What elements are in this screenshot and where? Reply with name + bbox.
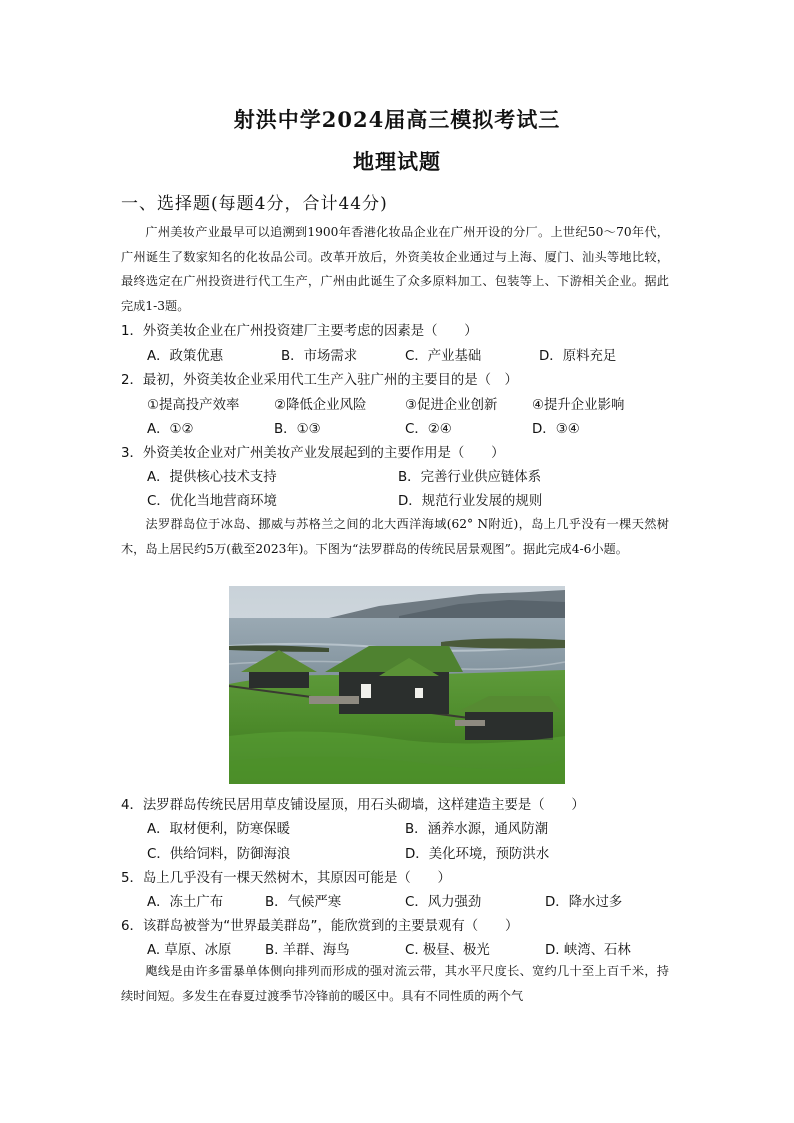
- question-6-option-b: B. 羊群、海鸟: [265, 943, 350, 958]
- question-3-option-a: A．提供核心技术支持: [147, 470, 277, 485]
- question-6-option-d: D. 峡湾、石林: [545, 943, 631, 958]
- question-2-item-3: ③促进企业创新: [405, 398, 498, 413]
- question-5-option-a: A．冻土广布: [147, 895, 224, 910]
- question-3-option-b: B．完善行业供应链体系: [398, 470, 542, 485]
- question-4-option-b: B．涵养水源，通风防潮: [405, 822, 549, 837]
- question-2-option-d: D．③④: [532, 422, 580, 437]
- question-4-option-d: D．美化环境，预防洪水: [405, 847, 550, 862]
- question-3-stem: 3．外资美妆企业对广州美妆产业发展起到的主要作用是（ ）: [121, 446, 505, 461]
- passage-1: 广州美妆产业最早可以追溯到1900年香港化妆品企业在广州开设的分厂。上世纪50～70年代，广州诞生了数家知名的化妆品公司。改革开放后，外资美妆企业通过与上海、厦门、汕头等地比较，最终选定在广州投资进行代工生产，广州由此诞生了众多原料加工、包装等上、下游相关企业。据此完成1-3题。: [121, 225, 669, 313]
- question-6-option-a: A. 草原、冰原: [147, 943, 232, 958]
- question-2-item-1: ①提高投产效率: [147, 398, 240, 413]
- question-4-option-a: A．取材便利，防寒保暖: [147, 822, 291, 837]
- question-5-option-b: B．气候严寒: [265, 895, 342, 910]
- question-6-option-c: C. 极昼、极光: [405, 943, 490, 958]
- question-2-item-2: ②降低企业风险: [274, 398, 367, 413]
- question-1-option-d: D．原料充足: [539, 349, 617, 364]
- question-2-option-a: A．①②: [147, 422, 194, 437]
- faroe-traditional-houses-photo: [229, 586, 565, 784]
- question-1-option-a: A．政策优惠: [147, 349, 224, 364]
- exam-title: 射洪中学2024届高三模拟考试三: [233, 107, 561, 132]
- question-5-option-d: D．降水过多: [545, 895, 623, 910]
- question-4-option-c: C．供给饲料，防御海浪: [147, 847, 291, 862]
- question-3-option-d: D．规范行业发展的规则: [398, 494, 543, 509]
- section-heading: 一、选择题(每题4分，合计44分): [121, 194, 388, 214]
- question-3-option-c: C．优化当地营商环境: [147, 494, 277, 509]
- question-2-item-4: ④提升企业影响: [532, 398, 625, 413]
- question-2-stem: 2．最初，外资美妆企业采用代工生产入驻广州的主要目的是（ ）: [121, 373, 518, 388]
- question-2-option-c: C．②④: [405, 422, 452, 437]
- passage-2: 法罗群岛位于冰岛、挪威与苏格兰之间的北大西洋海域(62° N附近)，岛上几乎没有一棵天然树木，岛上居民约5万(截至2023年)。下图为“法罗群岛的传统民居景观图”。据此完成4-6小题。: [121, 517, 669, 556]
- question-4-stem: 4．法罗群岛传统民居用草皮铺设屋顶，用石头砌墙，这样建造主要是（ ）: [121, 798, 585, 813]
- exam-subtitle: 地理试题: [353, 149, 441, 174]
- question-1-option-b: B．市场需求: [281, 349, 358, 364]
- question-6-stem: 6．该群岛被誉为“世界最美群岛”，能欣赏到的主要景观有（ ）: [121, 919, 519, 934]
- question-5-option-c: C．风力强劲: [405, 895, 482, 910]
- question-1-option-c: C．产业基础: [405, 349, 482, 364]
- question-5-stem: 5．岛上几乎没有一棵天然树木，其原因可能是（ ）: [121, 871, 451, 886]
- question-2-option-b: B．①③: [274, 422, 321, 437]
- passage-3: 飑线是由许多雷暴单体侧向排列而形成的强对流云带，其水平尺度长、宽约几十至上百千米，持续时间短。多发生在春夏过渡季节冷锋前的暖区中。具有不同性质的两个气: [121, 964, 669, 1003]
- question-1-stem: 1．外资美妆企业在广州投资建厂主要考虑的因素是（ ）: [121, 324, 478, 339]
